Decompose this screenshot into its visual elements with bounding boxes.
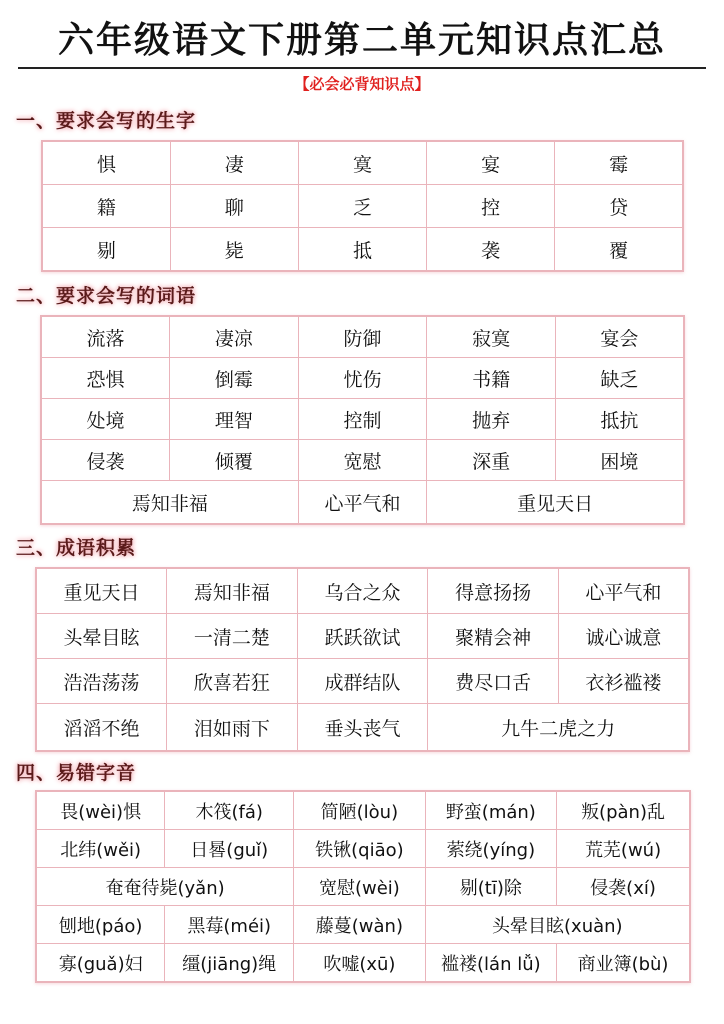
table-cell: 缺乏 — [555, 358, 684, 399]
table-cell: 聚精会神 — [428, 614, 559, 659]
table-cell: 宴 — [427, 141, 555, 185]
table-cell: 滔滔不绝 — [36, 704, 167, 752]
subtitle-banner: 【必会必背知识点】 — [294, 75, 430, 93]
section-heading-characters: 一、要求会写的生字 — [16, 110, 197, 132]
table-cell: 泪如雨下 — [167, 704, 298, 752]
table-cell: 九牛二虎之力 — [428, 704, 689, 752]
table-cell: 抛弃 — [427, 399, 556, 440]
table-cell: 浩浩荡荡 — [36, 659, 167, 704]
table-cell: 凄 — [170, 141, 298, 185]
table-cell: 焉知非福 — [41, 481, 298, 525]
table-cell: 诚心诚意 — [558, 614, 689, 659]
table-cell: 欣喜若狂 — [167, 659, 298, 704]
table-cell: 得意扬扬 — [428, 568, 559, 614]
table-cell: 叛(pàn)乱 — [557, 791, 690, 830]
table-cell: 日晷(guǐ) — [165, 830, 294, 868]
table-cell: 重见天日 — [36, 568, 167, 614]
table-cell: 籍 — [42, 185, 170, 228]
table-cell: 理智 — [170, 399, 299, 440]
table-cell: 跃跃欲试 — [297, 614, 428, 659]
table-cell: 恐惧 — [41, 358, 170, 399]
title-divider — [18, 67, 706, 69]
table-row — [36, 614, 689, 659]
section-heading-words: 二、要求会写的词语 — [16, 285, 197, 307]
table-cell: 宴会 — [555, 316, 684, 358]
table-cell: 惧 — [42, 141, 170, 185]
table-cell: 心平气和 — [298, 481, 427, 525]
table-cell: 奄奄待毙(yǎn) — [36, 868, 294, 906]
table-row — [36, 791, 690, 830]
table-cell: 控 — [427, 185, 555, 228]
table-cell: 霉 — [555, 141, 683, 185]
table-row — [36, 568, 689, 614]
table-cell: 处境 — [41, 399, 170, 440]
table-cell: 头晕目眩(xuàn) — [425, 906, 690, 944]
table-cell: 抵 — [298, 228, 426, 272]
table-cell: 侵袭 — [41, 440, 170, 481]
table-cell: 简陋(lòu) — [294, 791, 425, 830]
table-row — [42, 228, 683, 272]
table-cell: 萦绕(yíng) — [425, 830, 556, 868]
table-cell: 焉知非福 — [167, 568, 298, 614]
table-row — [41, 440, 684, 481]
pronunciation-table — [35, 790, 691, 983]
table-row — [41, 316, 684, 358]
table-cell: 宽慰(wèi) — [294, 868, 425, 906]
table-row — [36, 906, 690, 944]
table-row — [41, 358, 684, 399]
table-cell: 毙 — [170, 228, 298, 272]
words-table — [40, 315, 685, 525]
table-cell: 寞 — [298, 141, 426, 185]
table-cell: 倾覆 — [170, 440, 299, 481]
table-cell: 商业簿(bù) — [557, 944, 690, 983]
table-row — [36, 868, 690, 906]
table-cell: 褴褛(lán lǚ) — [425, 944, 556, 983]
section-heading-idioms: 三、成语积累 — [16, 537, 137, 559]
table-cell: 深重 — [427, 440, 556, 481]
table-cell: 缰(jiāng)绳 — [165, 944, 294, 983]
table-cell: 畏(wèi)惧 — [36, 791, 165, 830]
table-cell: 寂寞 — [427, 316, 556, 358]
table-cell: 衣衫褴褛 — [558, 659, 689, 704]
table-cell: 垂头丧气 — [297, 704, 428, 752]
table-cell: 心平气和 — [558, 568, 689, 614]
table-cell: 抵抗 — [555, 399, 684, 440]
table-cell: 乌合之众 — [297, 568, 428, 614]
page-title: 六年级语文下册第二单元知识点汇总 — [57, 20, 666, 61]
table-cell: 费尽口舌 — [428, 659, 559, 704]
table-cell: 头晕目眩 — [36, 614, 167, 659]
table-cell: 荒芜(wú) — [557, 830, 690, 868]
table-cell: 聊 — [170, 185, 298, 228]
idioms-table — [35, 567, 690, 752]
table-cell: 黑莓(méi) — [165, 906, 294, 944]
table-cell: 侵袭(xí) — [557, 868, 690, 906]
table-cell: 忧伤 — [298, 358, 427, 399]
table-row — [36, 659, 689, 704]
table-cell: 控制 — [298, 399, 427, 440]
table-cell: 贷 — [555, 185, 683, 228]
table-cell: 防御 — [298, 316, 427, 358]
table-cell: 北纬(wěi) — [36, 830, 165, 868]
table-cell: 乏 — [298, 185, 426, 228]
table-cell: 凄凉 — [170, 316, 299, 358]
table-row — [42, 141, 683, 185]
table-cell: 铁锹(qiāo) — [294, 830, 425, 868]
table-cell: 藤蔓(wàn) — [294, 906, 425, 944]
table-row — [36, 830, 690, 868]
table-cell: 寡(guǎ)妇 — [36, 944, 165, 983]
table-row — [36, 704, 689, 752]
table-cell: 一清二楚 — [167, 614, 298, 659]
table-cell: 覆 — [555, 228, 683, 272]
table-cell: 宽慰 — [298, 440, 427, 481]
table-row — [41, 481, 684, 525]
table-cell: 重见天日 — [427, 481, 684, 525]
table-cell: 袭 — [427, 228, 555, 272]
table-cell: 木筏(fá) — [165, 791, 294, 830]
table-cell: 剔(tī)除 — [425, 868, 556, 906]
table-row — [41, 399, 684, 440]
table-cell: 野蛮(mán) — [425, 791, 556, 830]
table-cell: 书籍 — [427, 358, 556, 399]
table-cell: 吹嘘(xū) — [294, 944, 425, 983]
section-heading-pronunciation: 四、易错字音 — [16, 762, 137, 784]
characters-table — [41, 140, 684, 272]
table-cell: 成群结队 — [297, 659, 428, 704]
table-row — [42, 185, 683, 228]
table-cell: 倒霉 — [170, 358, 299, 399]
table-row — [36, 944, 690, 983]
table-cell: 困境 — [555, 440, 684, 481]
table-cell: 刨地(páo) — [36, 906, 165, 944]
table-cell: 流落 — [41, 316, 170, 358]
table-cell: 剔 — [42, 228, 170, 272]
